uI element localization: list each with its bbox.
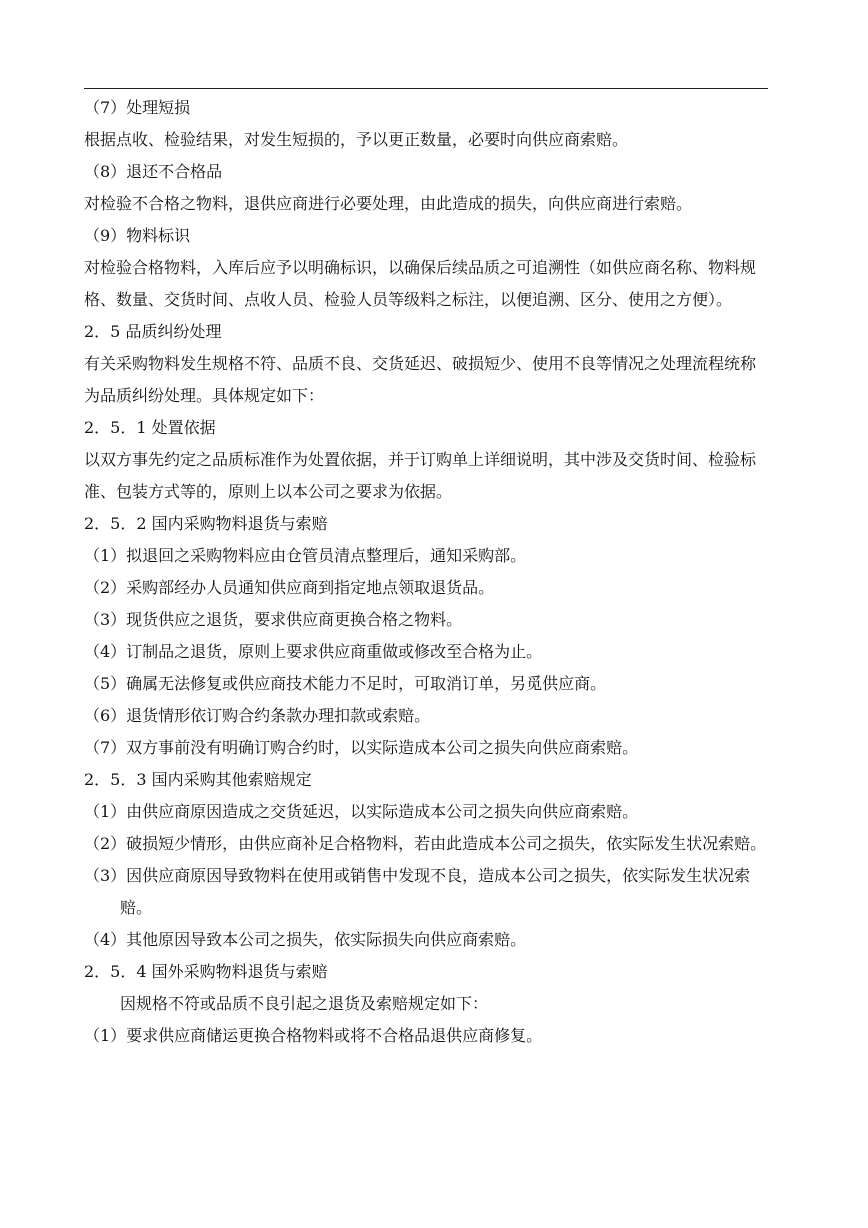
paragraph-return-nonconforming: 对检验不合格之物料，退供应商进行必要处理，由此造成的损失，向供应商进行索赔。 — [84, 194, 693, 213]
paragraph-quality-dispute: 有关采购物料发生规格不符、品质不良、交货延迟、破损短少、使用不良等情况之处理流程统称为品质纠纷处理。具体规定如下： — [84, 354, 757, 405]
list-item: （1）要求供应商储运更换合格物料或将不合格品退供应商修复。 — [84, 1026, 543, 1045]
list-item: （7）双方事前没有明确订购合约时，以实际造成本公司之损失向供应商索赔。 — [84, 738, 639, 757]
paragraph-foreign-rules-intro: 因规格不符或品质不良引起之退货及索赔规定如下： — [120, 994, 489, 1013]
list-item: （4）订制品之退货，原则上要求供应商重做或修改至合格为止。 — [84, 642, 543, 661]
section-foreign-return-claim: 2．5．4 国外采购物料退货与索赔 — [84, 962, 328, 981]
subheading-handle-shortage: （7）处理短损 — [84, 98, 191, 117]
list-item: （1）由供应商原因造成之交货延迟，以实际造成本公司之损失向供应商索赔。 — [84, 802, 639, 821]
section-disposal-basis: 2．5．1 处置依据 — [84, 418, 216, 437]
list-item: （3）现货供应之退货，要求供应商更换合格之物料。 — [84, 610, 463, 629]
list-item: （5）确属无法修复或供应商技术能力不足时，可取消订单，另觅供应商。 — [84, 674, 607, 693]
subheading-material-identification: （9）物料标识 — [84, 226, 191, 245]
document-body — [84, 92, 770, 1052]
subheading-return-nonconforming: （8）退还不合格品 — [84, 162, 223, 181]
list-item: （2）采购部经办人员通知供应商到指定地点领取退货品。 — [84, 578, 495, 597]
section-quality-dispute: 2．5 品质纠纷处理 — [84, 322, 222, 341]
paragraph-shortage: 根据点收、检验结果，对发生短损的，予以更正数量，必要时向供应商索赔。 — [84, 130, 629, 149]
list-item: （6）退货情形依订购合约条款办理扣款或索赔。 — [84, 706, 431, 725]
paragraph-disposal-basis: 以双方事先约定之品质标准作为处置依据，并于订购单上详细说明，其中涉及交货时间、检验标准、包装方式等的，原则上以本公司之要求为依据。 — [84, 450, 757, 501]
list-item: （4）其他原因导致本公司之损失，依实际损失向供应商索赔。 — [84, 930, 527, 949]
section-domestic-other-claims: 2．5．3 国内采购其他索赔规定 — [84, 770, 312, 789]
list-item: （2）破损短少情形，由供应商补足合格物料，若由此造成本公司之损失，依实际发生状况索赔。 — [84, 834, 767, 853]
paragraph-material-identification: 对检验合格物料，入库后应予以明确标识，以确保后续品质之可追溯性（如供应商名称、物料规格、数量、交货时间、点收人员、检验人员等级料之标注，以便追溯、区分、使用之方便）。 — [84, 258, 757, 309]
list-item: （1）拟退回之采购物料应由仓管员清点整理后，通知采购部。 — [84, 546, 527, 565]
header-rule — [84, 88, 768, 89]
list-item: （3）因供应商原因导致物料在使用或销售中发现不良，造成本公司之损失，依实际发生状况索赔。 — [84, 866, 751, 917]
section-domestic-return-claim: 2．5．2 国内采购物料退货与索赔 — [84, 514, 328, 533]
